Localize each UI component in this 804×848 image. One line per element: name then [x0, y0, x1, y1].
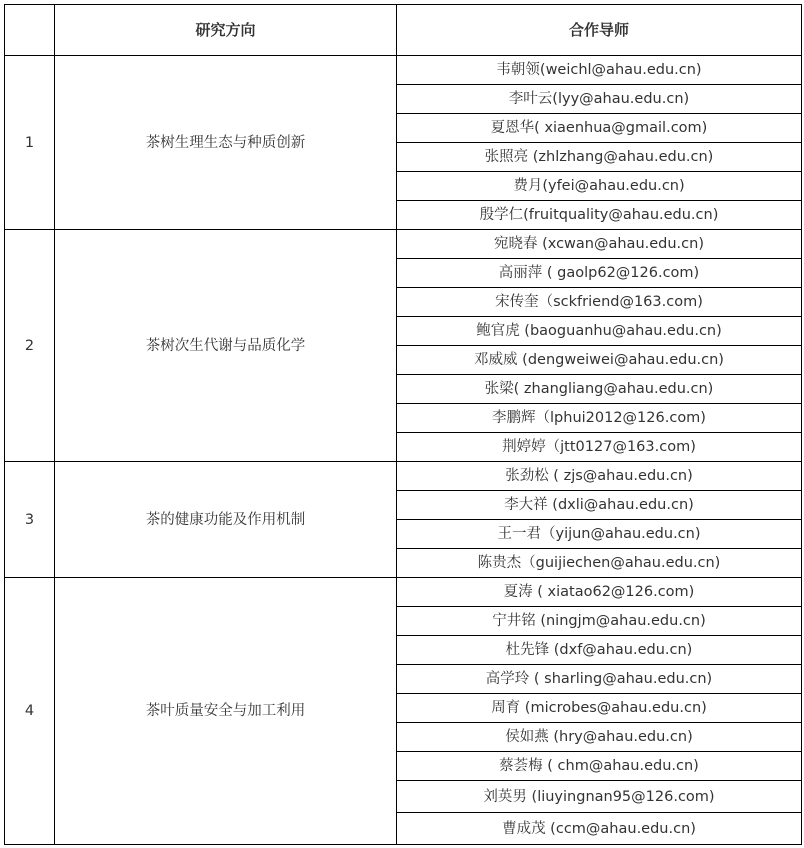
- supervisor-entry: 蔡荟梅 ( chm@ahau.edu.cn): [397, 752, 802, 781]
- table-header-row: [5, 5, 802, 56]
- supervisor-entry: 曹成茂 (ccm@ahau.edu.cn): [397, 813, 802, 845]
- supervisor-entry: 李鹏辉（lphui2012@126.com): [397, 404, 802, 433]
- supervisor-entry: 夏恩华( xiaenhua@gmail.com): [397, 114, 802, 143]
- supervisor-entry: 周育 (microbes@ahau.edu.cn): [397, 694, 802, 723]
- table-row: [5, 462, 802, 491]
- research-direction-table: [4, 4, 802, 845]
- supervisor-entry: 刘英男 (liuyingnan95@126.com): [397, 781, 802, 813]
- supervisor-entry: 宋传奎（sckfriend@163.com): [397, 288, 802, 317]
- supervisor-entry: 侯如燕 (hry@ahau.edu.cn): [397, 723, 802, 752]
- supervisor-entry: 陈贵杰（guijiechen@ahau.edu.cn): [397, 549, 802, 578]
- supervisor-entry: 荆婷婷（jtt0127@163.com): [397, 433, 802, 462]
- research-direction: 茶叶质量安全与加工利用: [55, 578, 397, 845]
- supervisor-entry: 杜先锋 (dxf@ahau.edu.cn): [397, 636, 802, 665]
- group-index: 2: [5, 230, 55, 462]
- group-index: 3: [5, 462, 55, 578]
- research-direction: 茶的健康功能及作用机制: [55, 462, 397, 578]
- supervisor-entry: 张照亮 (zhlzhang@ahau.edu.cn): [397, 143, 802, 172]
- header-supervisor: 合作导师: [397, 5, 802, 56]
- table-row: [5, 578, 802, 607]
- group-index: 4: [5, 578, 55, 845]
- supervisor-entry: 费月(yfei@ahau.edu.cn): [397, 172, 802, 201]
- supervisor-entry: 张梁( zhangliang@ahau.edu.cn): [397, 375, 802, 404]
- supervisor-entry: 王一君（yijun@ahau.edu.cn): [397, 520, 802, 549]
- supervisor-entry: 夏涛 ( xiatao62@126.com): [397, 578, 802, 607]
- header-index: [5, 5, 55, 56]
- table-body: [5, 56, 802, 845]
- supervisor-entry: 李叶云(lyy@ahau.edu.cn): [397, 85, 802, 114]
- table-row: [5, 56, 802, 85]
- research-direction: 茶树次生代谢与品质化学: [55, 230, 397, 462]
- header-direction: 研究方向: [55, 5, 397, 56]
- group-index: 1: [5, 56, 55, 230]
- supervisor-entry: 李大祥 (dxli@ahau.edu.cn): [397, 491, 802, 520]
- supervisor-entry: 高学玲 ( sharling@ahau.edu.cn): [397, 665, 802, 694]
- supervisor-entry: 邓威威 (dengweiwei@ahau.edu.cn): [397, 346, 802, 375]
- supervisor-entry: 高丽萍 ( gaolp62@126.com): [397, 259, 802, 288]
- supervisor-entry: 宁井铭 (ningjm@ahau.edu.cn): [397, 607, 802, 636]
- research-direction: 茶树生理生态与种质创新: [55, 56, 397, 230]
- supervisor-entry: 韦朝领(weichl@ahau.edu.cn): [397, 56, 802, 85]
- supervisor-entry: 宛晓春 (xcwan@ahau.edu.cn): [397, 230, 802, 259]
- supervisor-entry: 鲍官虎 (baoguanhu@ahau.edu.cn): [397, 317, 802, 346]
- table-row: [5, 230, 802, 259]
- supervisor-entry: 张劲松 ( zjs@ahau.edu.cn): [397, 462, 802, 491]
- supervisor-entry: 殷学仁(fruitquality@ahau.edu.cn): [397, 201, 802, 230]
